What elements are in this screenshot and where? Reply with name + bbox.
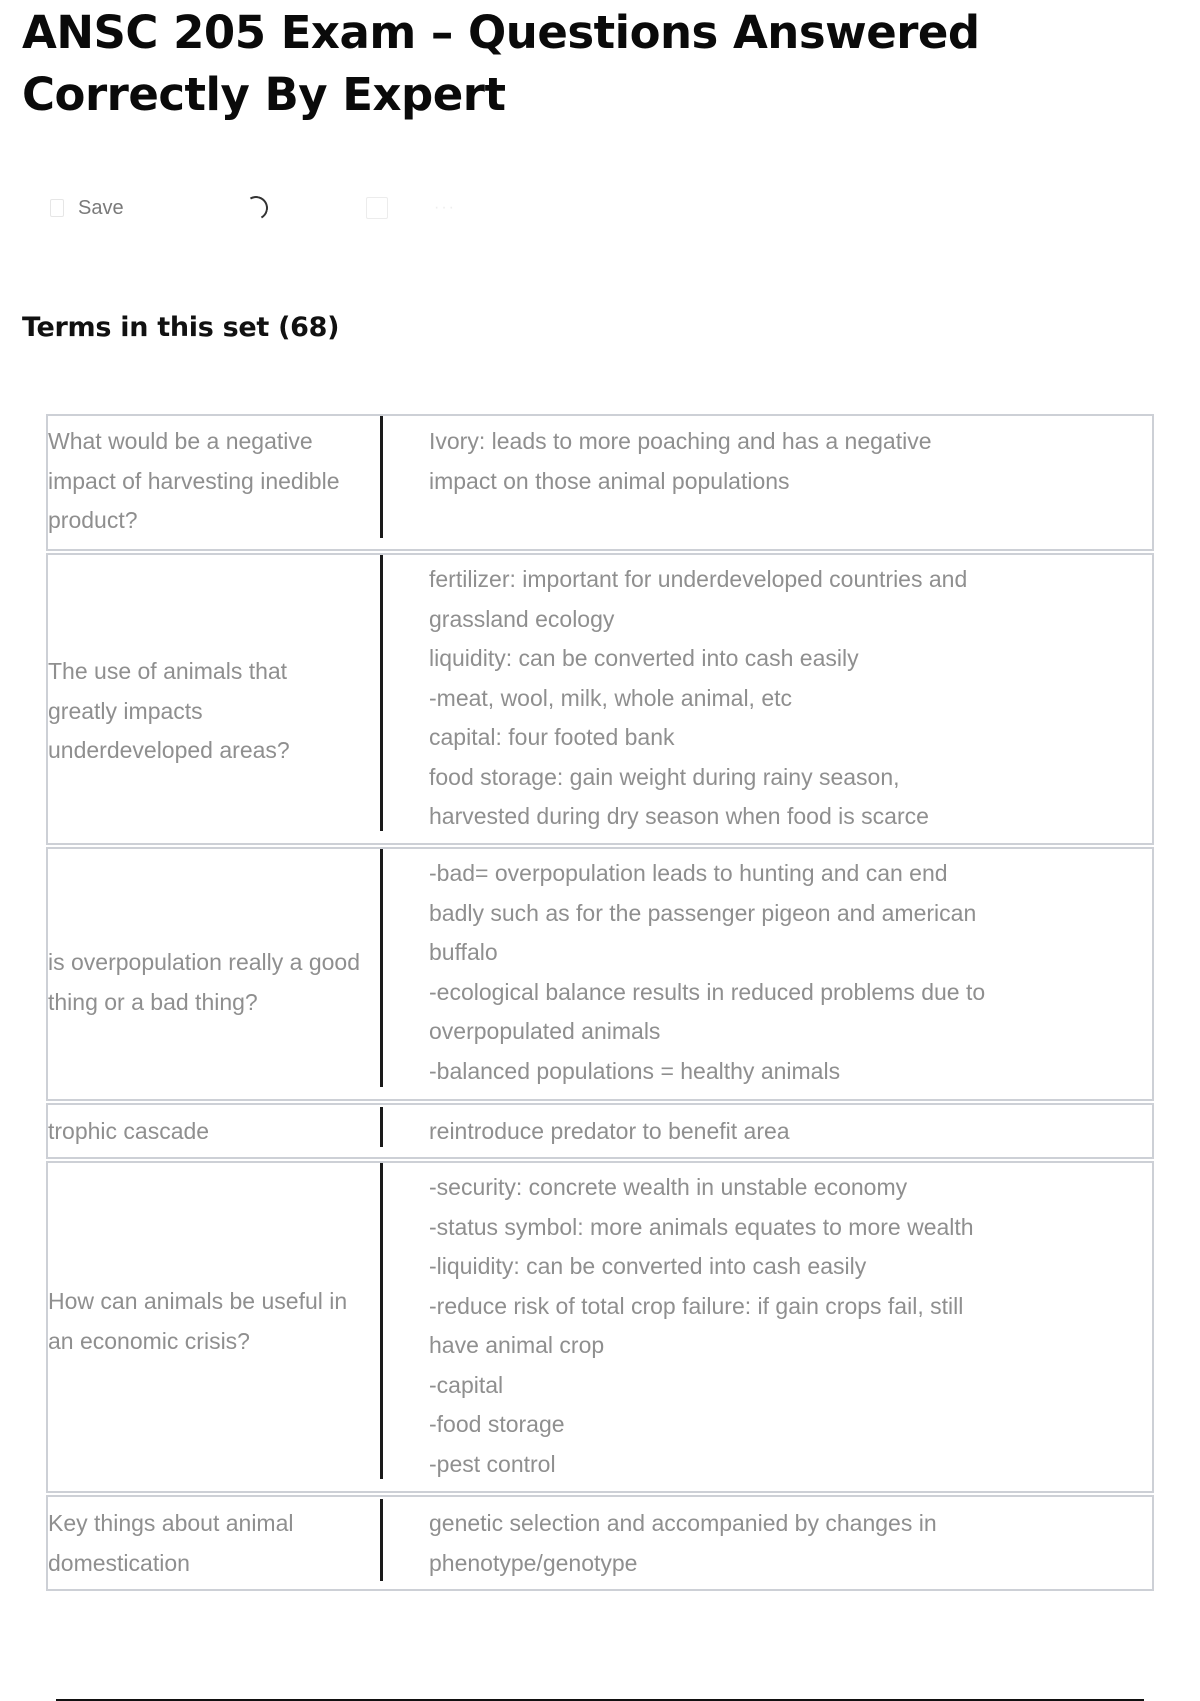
definition-line: fertilizer: important for underdeveloped countries and xyxy=(429,566,968,592)
definition-line: grassland ecology xyxy=(429,605,615,632)
definition-line: harvested during dry season when food is scarce xyxy=(429,803,929,829)
term-text: The use of animals that greatly impacts underdeveloped areas? xyxy=(48,658,290,763)
terms-heading: Terms in this set (68) xyxy=(22,312,340,343)
definition-text xyxy=(429,1504,1069,1583)
definition-text xyxy=(429,1168,1069,1484)
term-row xyxy=(46,1161,1154,1493)
share-icon xyxy=(366,197,388,219)
loading-spinner xyxy=(244,188,268,228)
definition-line: -ecological balance results in reduced problems due to xyxy=(429,978,986,1005)
term-row xyxy=(46,1103,1154,1159)
bookmark-icon xyxy=(50,199,64,217)
definition-line: -liquidity: can be converted into cash easily xyxy=(429,1253,867,1279)
definition-line: -reduce risk of total crop failure: if gain crops fail, still xyxy=(429,1292,964,1319)
action-toolbar xyxy=(50,188,550,228)
row-divider xyxy=(380,1107,383,1147)
definition-line: capital: four footed bank xyxy=(429,724,675,750)
row-divider xyxy=(380,1499,383,1581)
row-divider xyxy=(380,1163,383,1479)
term-row xyxy=(46,414,1154,551)
more-options-button[interactable] xyxy=(434,188,456,228)
save-button[interactable] xyxy=(50,188,124,228)
definition-text xyxy=(429,1112,1069,1152)
definition-line: phenotype/genotype xyxy=(429,1549,638,1576)
term-text: How can animals be useful in an economic crisis? xyxy=(48,1288,348,1354)
row-divider xyxy=(380,416,383,538)
definition-line: -pest control xyxy=(429,1450,556,1477)
term-text: is overpopulation really a good thing or a bad thing? xyxy=(48,949,360,1015)
page-title: ANSC 205 Exam – Questions Answered Correctly By Expert xyxy=(22,6,980,121)
save-label: Save xyxy=(78,196,124,219)
term-row xyxy=(46,1495,1154,1591)
definition-line: -balanced populations = healthy animals xyxy=(429,1057,841,1084)
definition-text xyxy=(429,854,1069,1091)
more-icon: ··· xyxy=(434,199,456,216)
terms-list xyxy=(46,414,1154,1593)
term-text: What would be a negative impact of harvesting inedible product? xyxy=(48,428,340,533)
definition-line: have animal crop xyxy=(429,1332,605,1358)
definition-line: impact on those animal populations xyxy=(429,467,790,494)
term-text: Key things about animal domestication xyxy=(48,1510,294,1576)
definition-line: buffalo xyxy=(429,939,498,965)
term-row xyxy=(46,553,1154,845)
spinner-icon xyxy=(241,193,270,222)
term-text: trophic cascade xyxy=(48,1118,210,1144)
definition-line: -capital xyxy=(429,1371,504,1398)
definition-line: -security: concrete wealth in unstable economy xyxy=(429,1174,908,1200)
definition-line: -meat, wool, milk, whole animal, etc xyxy=(429,684,793,711)
definition-line: -status symbol: more animals equates to more wealth xyxy=(429,1213,974,1240)
definition-line: -bad= overpopulation leads to hunting and can end xyxy=(429,860,948,886)
row-divider xyxy=(380,849,383,1087)
definition-text xyxy=(429,422,1069,501)
definition-line: liquidity: can be converted into cash easily xyxy=(429,645,859,671)
definition-line: food storage: gain weight during rainy season, xyxy=(429,763,900,790)
definition-line: overpopulated animals xyxy=(429,1018,661,1044)
definition-line: -food storage xyxy=(429,1411,565,1437)
definition-line: genetic selection and accompanied by changes in xyxy=(429,1510,937,1536)
share-button[interactable] xyxy=(366,188,388,228)
definition-line: reintroduce predator to benefit area xyxy=(429,1118,790,1144)
row-divider xyxy=(380,555,383,831)
definition-text xyxy=(429,560,1069,837)
definition-line: badly such as for the passenger pigeon and american xyxy=(429,899,977,926)
term-row xyxy=(46,847,1154,1101)
definition-line: Ivory: leads to more poaching and has a negative xyxy=(429,428,932,454)
